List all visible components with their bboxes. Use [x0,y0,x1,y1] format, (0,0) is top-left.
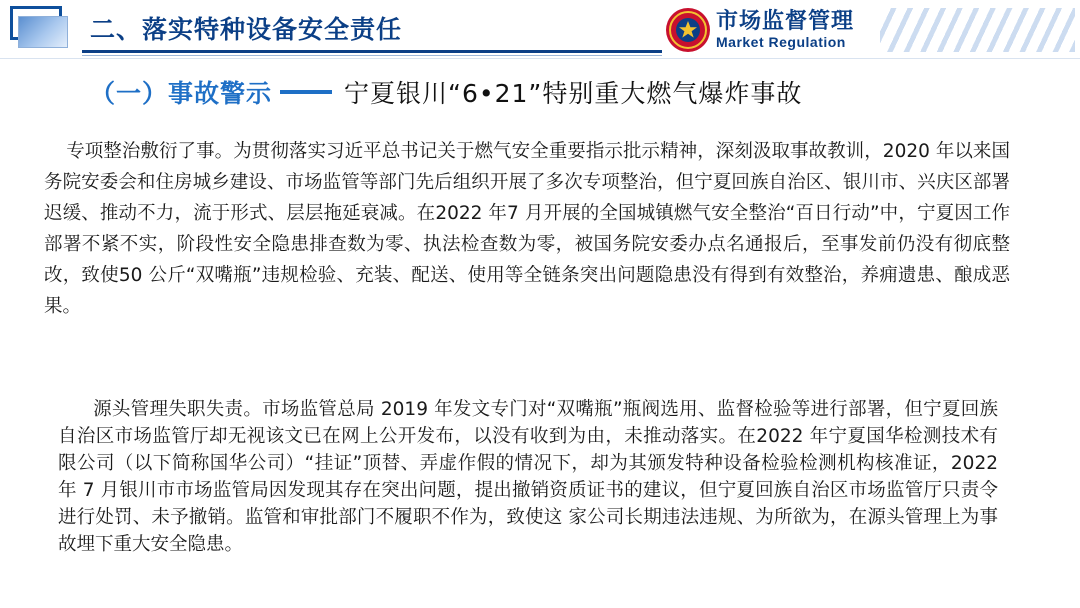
header-title: 二、落实特种设备安全责任 [90,15,403,44]
header-stripes-decoration [880,8,1075,52]
header-decoration-squares [10,6,70,50]
paragraph-1: 专项整治敷衍了事。为贯彻落实习近平总书记关于燃气安全重要指示批示精神，深刻汲取事故教训，2020 年以来国务院安委会和住房城乡建设、市场监管等部门先后组织开展了多次专项整治，但宁夏回族自治区、银川市、兴庆区部署迟缓、推动不力，流于形式、层层拖延衰减。在2022 年7 月开展的全国城镇燃气安全整治“百日行动”中，宁夏因工作部署不紧不实，阶段性安全隐患排查数为零、执法检查数为零，被国务院安委办点名通报后，至事发前仍没有彻底整改，致使50 公斤“双嘴瓶”违规检验、充装、配送、使用等全链条突出问题隐患没有得到有效整治，养痈遗患、酿成恶果。 [44,141,1010,317]
decoration-square-front [18,16,68,48]
brand-name-cn: 市场监督管理 [716,9,855,34]
section-title: 宁夏银川“6•21”特别重大燃气爆炸事故 [344,79,803,108]
brand-name-en: Market Regulation [716,34,846,50]
section-tag: （一）事故警示 [90,79,273,108]
header-rule-thin [82,55,662,56]
header-rule [82,50,662,53]
market-regulation-emblem-icon [664,6,712,54]
section-dash [280,90,332,94]
slide-header [0,0,1080,58]
section-heading [90,72,802,112]
header-bottom-line [0,58,1080,59]
paragraph-2: 源头管理失职失责。市场监管总局 2019 年发文专门对“双嘴瓶”瓶阀选用、监督检验等进行部署，但宁夏回族自治区市场监管厅却无视该文已在网上公开发布，以没有收到为由，未推动落实。在2022 年宁夏国华检测技术有限公司（以下简称国华公司）“挂证”顶替、弄虚作假的情况下，却为其颁发特种设备检验检测机构核准证，2022 年 7 月银川市市场监管局因发现其存在突出问题，提出撤销资质证书的建议，但宁夏回族自治区市场监管厅只责令进行处罚、未予撤销。监管和审批部门不履职不作为，致使这 家公司长期违法违规、为所欲为，在源头管理上为事故埋下重大安全隐患。 [58,399,998,555]
